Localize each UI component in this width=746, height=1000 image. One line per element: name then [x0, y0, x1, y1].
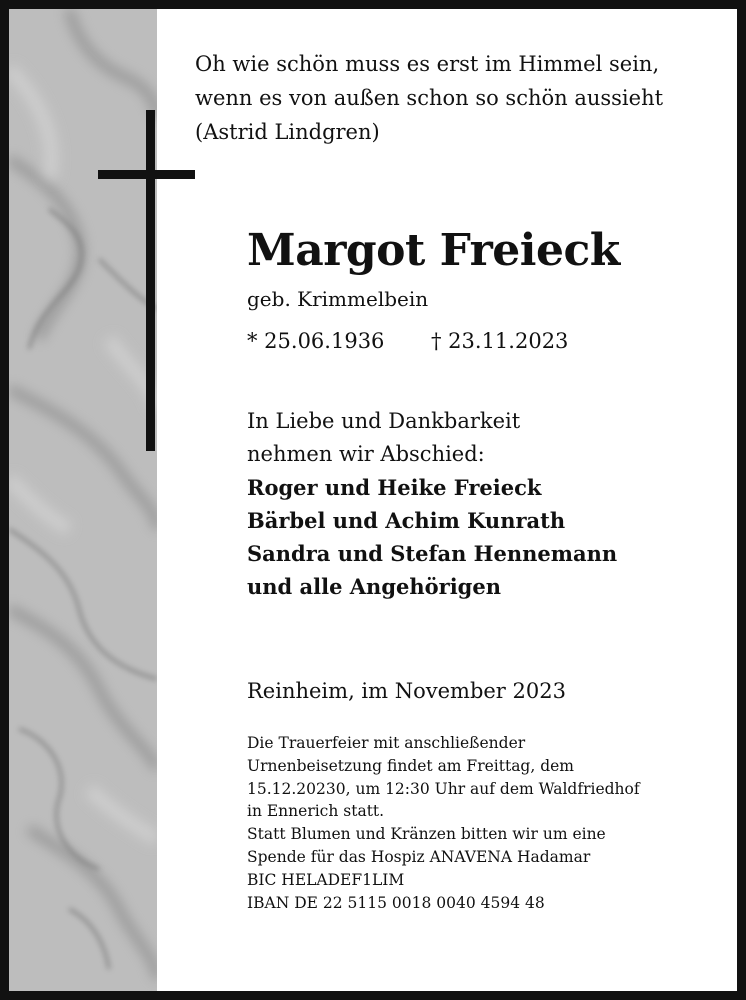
- birth-name: geb. Krimmelbein: [247, 287, 429, 311]
- funeral-info: [247, 732, 640, 914]
- funeral-info-line: Die Trauerfeier mit anschließender: [247, 734, 526, 752]
- donation-line: Spende für das Hospiz ANAVENA Hadamar: [247, 847, 591, 866]
- farewell-block: [247, 405, 617, 603]
- cross-icon-bar: [98, 170, 195, 179]
- quote-line: Oh wie schön muss es erst im Himmel sein,: [195, 52, 660, 76]
- funeral-info-line: Urnenbeisetzung findet am Freittag, dem: [247, 756, 574, 775]
- mourner-name: Sandra und Stefan Hennemann: [247, 541, 618, 566]
- quote-block: [195, 47, 663, 149]
- farewell-intro-line: nehmen wir Abschied:: [247, 442, 485, 466]
- life-dates: [247, 325, 568, 357]
- quote-line: wenn es von außen schon so schön aussieht: [195, 86, 664, 110]
- marble-texture: [9, 9, 157, 991]
- place-date: Reinheim, im November 2023: [247, 679, 566, 703]
- marble-panel: [9, 9, 157, 991]
- funeral-info-line: 15.12.20230, um 12:30 Uhr auf dem Waldfriedhof: [247, 779, 640, 798]
- deceased-name: Margot Freieck: [247, 225, 620, 276]
- donation-line: Statt Blumen und Kränzen bitten wir um eine: [247, 825, 606, 844]
- quote-author: (Astrid Lindgren): [195, 120, 380, 144]
- mourner-name: und alle Angehörigen: [247, 574, 501, 599]
- bank-bic: BIC HELADEF1LIM: [247, 870, 405, 889]
- death-date: † 23.11.2023: [431, 329, 569, 353]
- birth-date: * 25.06.1936: [247, 329, 385, 353]
- funeral-info-line: in Ennerich statt.: [247, 802, 385, 821]
- mourner-name: Roger und Heike Freieck: [247, 475, 542, 500]
- farewell-intro-line: In Liebe und Dankbarkeit: [247, 409, 521, 433]
- cross-icon: [146, 110, 155, 451]
- bank-iban: IBAN DE 22 5115 0018 0040 4594 48: [247, 893, 545, 912]
- mourner-name: Bärbel und Achim Kunrath: [247, 508, 566, 533]
